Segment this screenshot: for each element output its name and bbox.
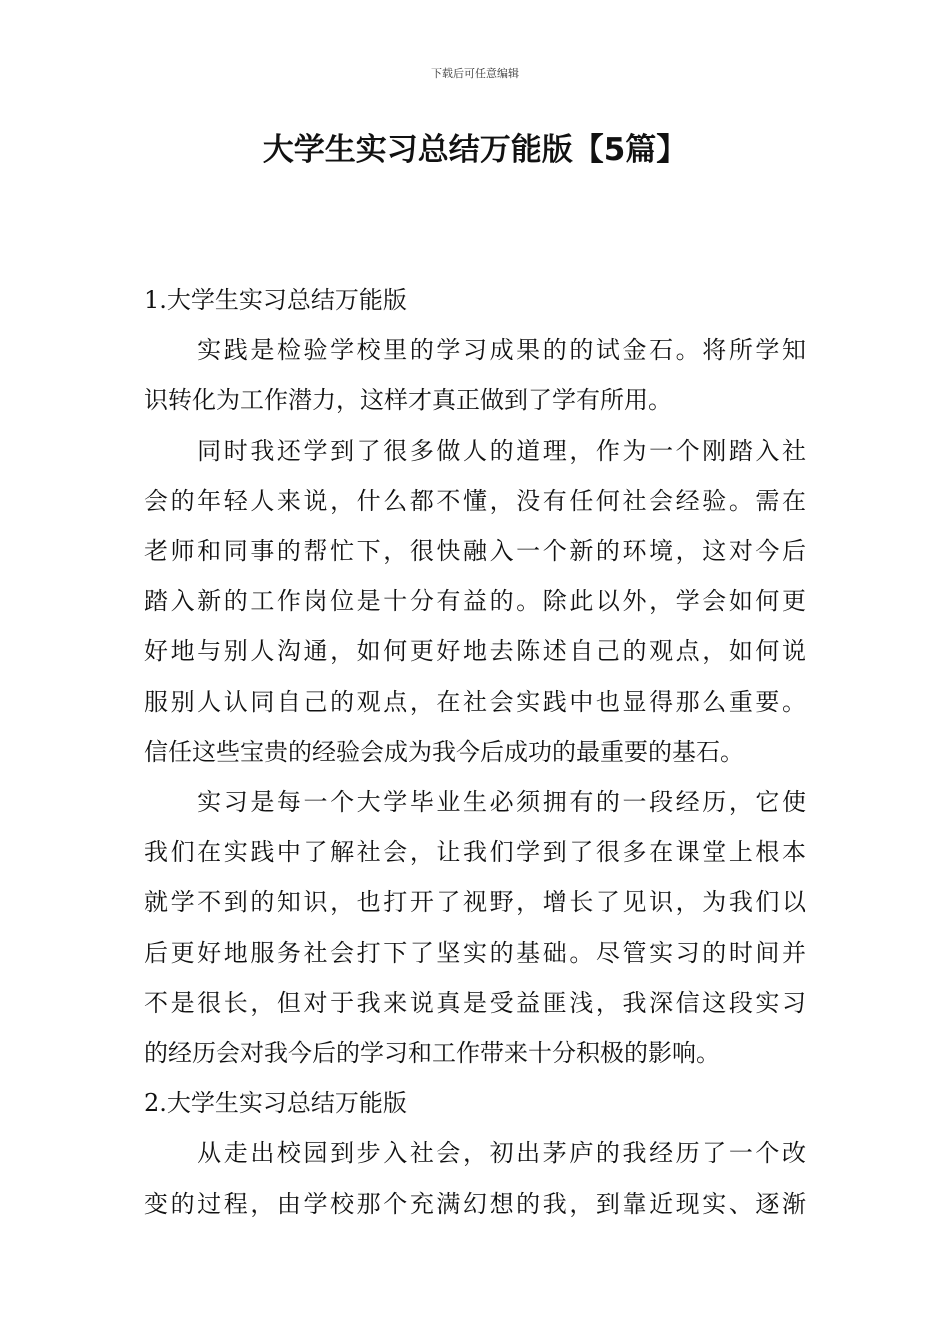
paragraph-line: 实践是检验学校里的学习成果的的试金石。将所学知 xyxy=(144,336,806,365)
paragraph-line: 老师和同事的帮忙下，很快融入一个新的环境，这对今后 xyxy=(144,537,806,566)
paragraph-line: 识转化为工作潜力，这样才真正做到了学有所用。 xyxy=(144,386,672,415)
document-body xyxy=(144,275,806,1229)
document-title: 大学生实习总结万能版【5篇】 xyxy=(262,132,688,168)
paragraph-line: 从走出校园到步入社会，初出茅庐的我经历了一个改 xyxy=(144,1139,806,1168)
paragraph xyxy=(144,1128,806,1228)
paragraph-line: 不是很长，但对于我来说真是受益匪浅，我深信这段实习 xyxy=(144,988,806,1017)
paragraph-line: 我们在实践中了解社会，让我们学到了很多在课堂上根本 xyxy=(144,838,806,867)
paragraph-line: 会的年轻人来说，什么都不懂，没有任何社会经验。需在 xyxy=(144,486,806,515)
paragraph-line: 同时我还学到了很多做人的道理，作为一个刚踏入社 xyxy=(144,436,806,465)
paragraph-line: 变的过程，由学校那个充满幻想的我，到靠近现实、逐渐 xyxy=(144,1189,806,1218)
paragraph-line: 踏入新的工作岗位是十分有益的。除此以外，学会如何更 xyxy=(144,587,806,616)
paragraph xyxy=(144,325,806,425)
paragraph-line: 信任这些宝贵的经验会成为我今后成功的最重要的基石。 xyxy=(144,737,744,766)
paragraph-line: 后更好地服务社会打下了坚实的基础。尽管实习的时间并 xyxy=(144,938,806,967)
header-note: 下载后可任意编辑 xyxy=(431,67,519,80)
paragraph-line: 就学不到的知识，也打开了视野，增长了见识，为我们以 xyxy=(144,888,806,917)
paragraph xyxy=(144,426,806,777)
paragraph xyxy=(144,777,806,1078)
paragraph-line: 服别人认同自己的观点，在社会实践中也显得那么重要。 xyxy=(144,687,806,716)
section xyxy=(144,275,806,1078)
paragraph-line: 好地与别人沟通，如何更好地去陈述自己的观点，如何说 xyxy=(144,637,806,666)
section-heading: 1.大学生实习总结万能版 xyxy=(144,286,407,314)
paragraph-line: 实习是每一个大学毕业生必须拥有的一段经历，它使 xyxy=(144,788,806,817)
section xyxy=(144,1078,806,1229)
section-heading: 2.大学生实习总结万能版 xyxy=(144,1089,407,1118)
paragraph-line: 的经历会对我今后的学习和工作带来十分积极的影响。 xyxy=(144,1039,720,1068)
